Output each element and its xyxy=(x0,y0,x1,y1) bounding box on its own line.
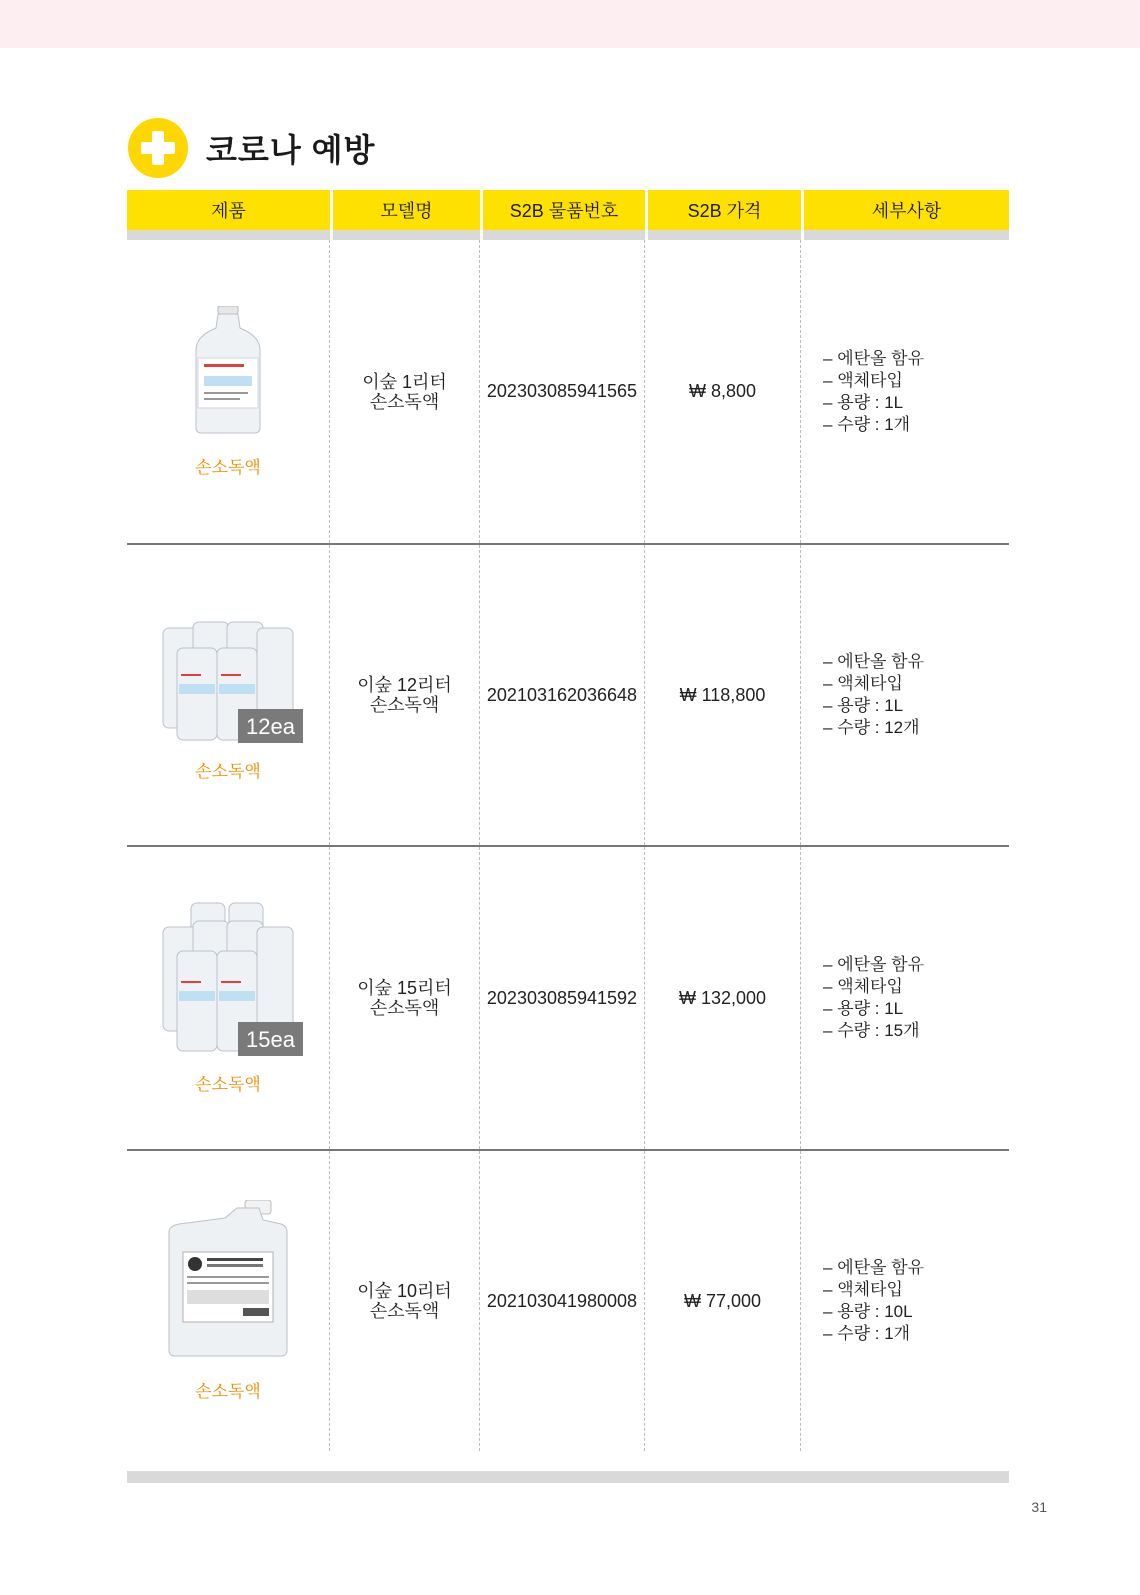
column-header-s2b-number: S2B 물품번호 xyxy=(483,190,645,240)
section-header xyxy=(128,118,375,178)
detail-item: – 용량 : 1L xyxy=(823,695,924,717)
detail-item: – 에탄올 함유 xyxy=(823,1257,924,1279)
detail-item: – 액체타입 xyxy=(823,673,924,695)
s2b-number-cell: 202303085941592 xyxy=(480,847,645,1149)
price-cell: ₩ 118,800 xyxy=(645,545,801,845)
table-bottom-bar xyxy=(127,1471,1009,1483)
section-title: 코로나 예방 xyxy=(206,132,376,168)
product-image-single-bottle xyxy=(188,306,268,439)
price-cell: ₩ 77,000 xyxy=(645,1151,801,1451)
product-image-jerry-can xyxy=(165,1200,291,1363)
top-band xyxy=(0,0,1140,48)
model-name-line2: 손소독액 xyxy=(369,695,440,715)
column-header-model: 모델명 xyxy=(333,190,480,240)
detail-item: – 수량 : 12개 xyxy=(823,717,924,739)
product-label: 손소독액 xyxy=(195,1382,261,1401)
model-name-line1: 이숲 15리터 xyxy=(357,978,452,998)
table-header xyxy=(127,190,1009,240)
product-label: 손소독액 xyxy=(195,457,261,477)
column-header-price: S2B 가격 xyxy=(648,190,801,240)
detail-item: – 액체타입 xyxy=(823,370,924,392)
quantity-badge: 15ea xyxy=(238,1022,303,1056)
table-row xyxy=(127,240,1009,545)
quantity-badge: 12ea xyxy=(238,709,303,743)
details-cell xyxy=(801,847,1009,1149)
details-list xyxy=(823,348,924,436)
table-row xyxy=(127,545,1009,847)
model-name-line1: 이숲 10리터 xyxy=(357,1281,452,1301)
detail-item: – 용량 : 1L xyxy=(823,392,924,414)
detail-item: – 에탄올 함유 xyxy=(823,348,924,370)
model-name-line1: 이숲 12리터 xyxy=(357,675,452,695)
column-header-product: 제품 xyxy=(127,190,330,240)
detail-item: – 액체타입 xyxy=(823,1279,924,1301)
product-cell xyxy=(127,240,330,543)
detail-item: – 에탄올 함유 xyxy=(823,954,924,976)
s2b-number-cell: 202303085941565 xyxy=(480,240,645,543)
detail-item: – 수량 : 15개 xyxy=(823,1020,924,1042)
product-image-bottle-pack xyxy=(153,901,303,1056)
page-number: 31 xyxy=(1031,1499,1047,1515)
product-label: 손소독액 xyxy=(195,762,261,781)
table-row xyxy=(127,1151,1009,1451)
model-name-line2: 손소독액 xyxy=(369,1301,440,1321)
details-list xyxy=(823,1257,924,1345)
model-cell xyxy=(330,240,480,543)
model-name-line2: 손소독액 xyxy=(369,998,440,1018)
model-name-line2: 손소독액 xyxy=(369,391,440,412)
product-image-bottle-pack xyxy=(153,608,303,743)
s2b-number-cell: 202103041980008 xyxy=(480,1151,645,1451)
product-label: 손소독액 xyxy=(195,1075,261,1094)
details-cell xyxy=(801,1151,1009,1451)
product-cell xyxy=(127,545,330,845)
detail-item: – 액체타입 xyxy=(823,976,924,998)
detail-item: – 수량 : 1개 xyxy=(823,414,924,436)
model-cell xyxy=(330,847,480,1149)
price-cell: ₩ 132,000 xyxy=(645,847,801,1149)
plus-icon xyxy=(128,118,188,178)
product-table xyxy=(127,190,1009,1451)
details-cell xyxy=(801,240,1009,543)
model-name-line1: 이숲 1리터 xyxy=(362,371,447,392)
product-cell xyxy=(127,847,330,1149)
details-list xyxy=(823,954,924,1042)
price-cell: ₩ 8,800 xyxy=(645,240,801,543)
model-cell xyxy=(330,545,480,845)
detail-item: – 용량 : 10L xyxy=(823,1301,924,1323)
detail-item: – 용량 : 1L xyxy=(823,998,924,1020)
table-row xyxy=(127,847,1009,1151)
column-header-details: 세부사항 xyxy=(804,190,1009,240)
s2b-number-cell: 202103162036648 xyxy=(480,545,645,845)
product-cell xyxy=(127,1151,330,1451)
details-list xyxy=(823,651,924,739)
details-cell xyxy=(801,545,1009,845)
detail-item: – 에탄올 함유 xyxy=(823,651,924,673)
model-cell xyxy=(330,1151,480,1451)
detail-item: – 수량 : 1개 xyxy=(823,1323,924,1345)
